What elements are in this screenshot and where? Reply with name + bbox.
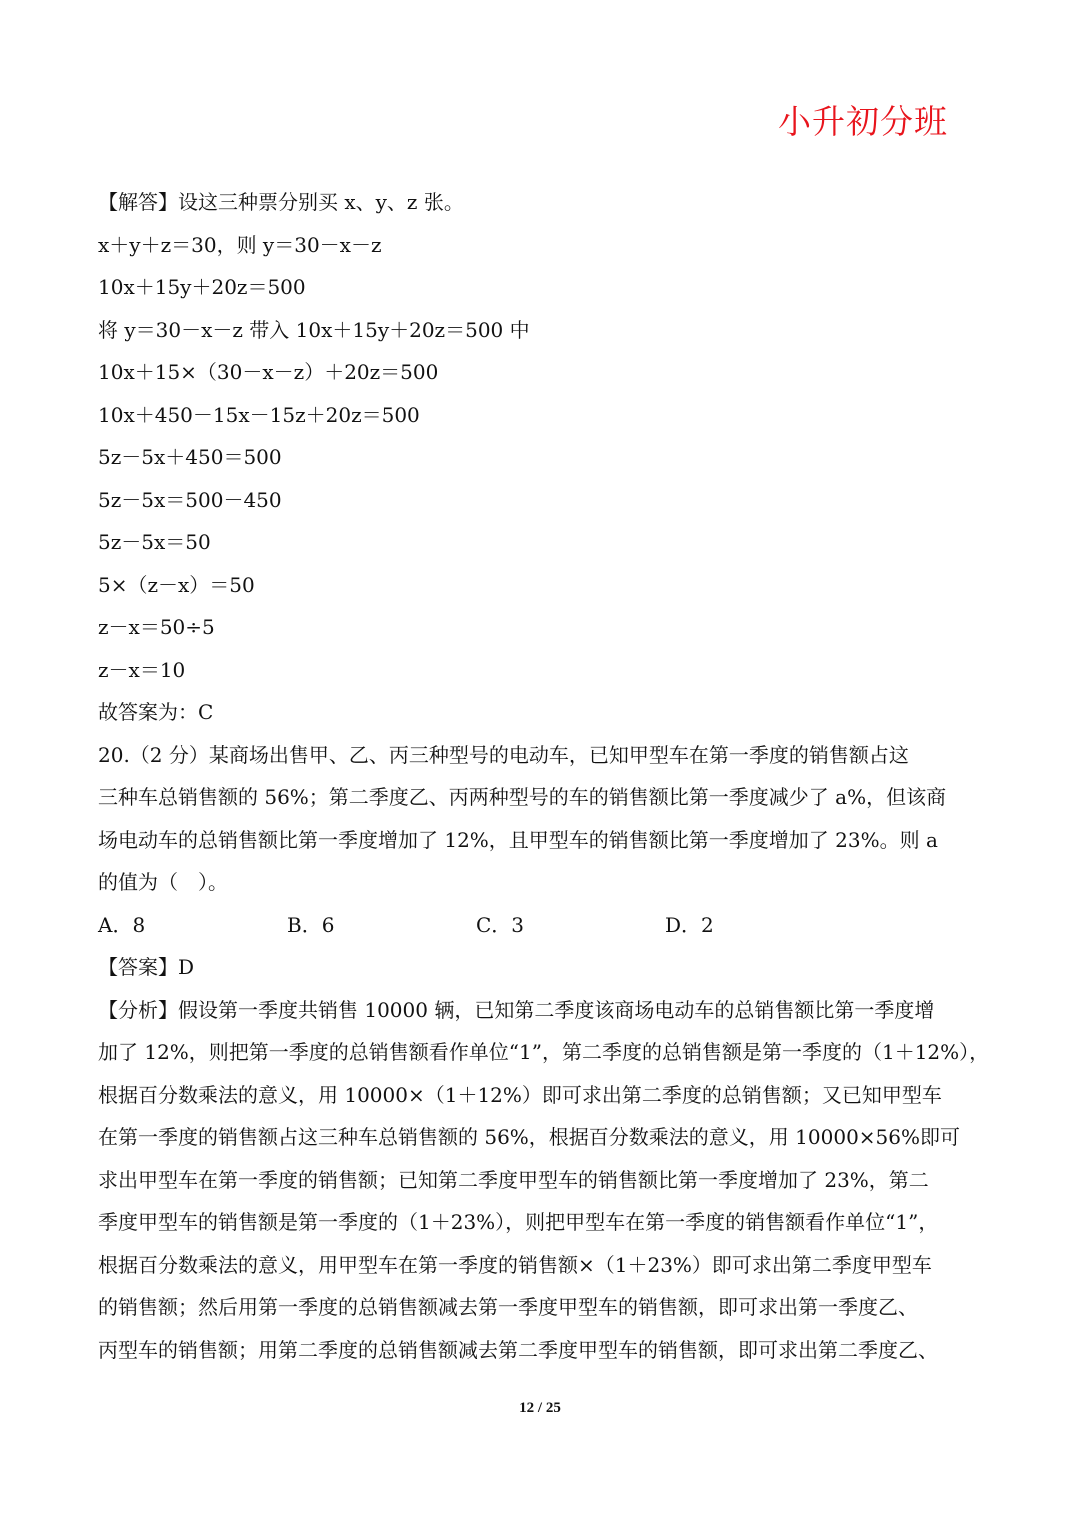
option-c: C．3 xyxy=(476,912,525,937)
solution-line: 10x＋450－15x－15z＋20z＝500 xyxy=(98,402,420,427)
solution-line: z－x＝50÷5 xyxy=(98,615,215,639)
solution-line: 10x＋15y＋20z＝500 xyxy=(98,275,306,299)
solution-line: 5×（z－x）＝50 xyxy=(98,572,255,597)
analysis-line: 在第一季度的销售额占这三种车总销售额的 56%，根据百分数乘法的意义，用 10000×56%即可 xyxy=(98,1125,961,1149)
page-number: 12 / 25 xyxy=(519,1400,561,1416)
analysis-line: 【分析】假设第一季度共销售 10000 辆，已知第二季度该商场电动车的总销售额比第一季度增 xyxy=(98,997,935,1022)
question-text-line: 20.（2 分）某商场出售甲、乙、丙三种型号的电动车，已知甲型车在第一季度的销售额占这 xyxy=(98,742,909,767)
answer-options xyxy=(98,904,998,947)
solution-line: 5z－5x＋450＝500 xyxy=(98,445,282,469)
analysis-line: 求出甲型车在第一季度的销售额；已知第二季度甲型车的销售额比第一季度增加了 23%，第二 xyxy=(98,1167,929,1192)
document-body xyxy=(98,181,998,1371)
solution-line: 5z－5x＝50 xyxy=(98,530,211,554)
question-section xyxy=(98,734,998,1372)
analysis-line: 的销售额；然后用第一季度的总销售额减去第一季度甲型车的销售额，即可求出第一季度乙、 xyxy=(98,1295,918,1319)
solution-final-answer: 故答案为：C xyxy=(98,700,214,724)
answer-line: 【答案】D xyxy=(98,955,195,979)
question-text-line: 三种车总销售额的 56%；第二季度乙、丙两种型号的车的销售额比第一季度减少了 a%，但该商 xyxy=(98,785,947,809)
analysis-line: 根据百分数乘法的意义，用 10000×（1＋12%）即可求出第二季度的总销售额；又已知甲型车 xyxy=(98,1082,942,1107)
question-text-line: 的值为（ ）。 xyxy=(98,870,228,894)
brand-title: 小升初分班 xyxy=(778,102,948,141)
analysis-line: 季度甲型车的销售额是第一季度的（1＋23%），则把甲型车在第一季度的销售额看作单位“1”， xyxy=(98,1210,939,1234)
solution-line: 将 y＝30－x－z 带入 10x＋15y＋20z＝500 中 xyxy=(98,317,530,342)
solution-line: x＋y＋z＝30，则 y＝30－x－z xyxy=(98,232,382,257)
question-text-line: 场电动车的总销售额比第一季度增加了 12%，且甲型车的销售额比第一季度增加了 23%。则 a xyxy=(98,827,938,852)
option-d: D．2 xyxy=(665,912,714,937)
option-a: A．8 xyxy=(98,912,146,937)
analysis-line: 丙型车的销售额；用第二季度的总销售额减去第二季度甲型车的销售额，即可求出第二季度乙、 xyxy=(98,1337,938,1362)
solution-line: z－x＝10 xyxy=(98,657,186,682)
solution-line: 【解答】设这三种票分别买 x、y、z 张。 xyxy=(98,190,464,214)
solution-line: 5z－5x＝500－450 xyxy=(98,487,282,512)
analysis-section xyxy=(98,989,998,1372)
analysis-line: 加了 12%，则把第一季度的总销售额看作单位“1”，第二季度的总销售额是第一季度的（1＋12%）， xyxy=(98,1040,990,1064)
option-b: B．6 xyxy=(287,912,335,937)
analysis-line: 根据百分数乘法的意义，用甲型车在第一季度的销售额×（1＋23%）即可求出第二季度甲型车 xyxy=(98,1252,932,1277)
solution-line: 10x＋15×（30－x－z）＋20z＝500 xyxy=(98,360,439,384)
solution-section xyxy=(98,181,998,734)
